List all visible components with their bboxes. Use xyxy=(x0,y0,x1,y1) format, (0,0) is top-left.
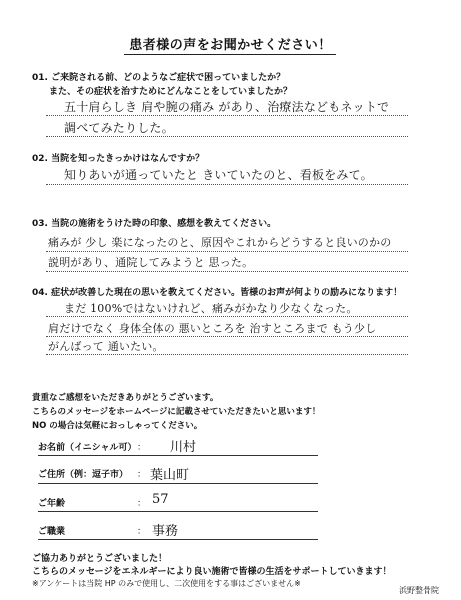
question-2 xyxy=(32,151,204,164)
question-4 xyxy=(32,285,402,298)
question-1-line-2: また、その症状を治すためにどんなことをしていましたか？ xyxy=(49,87,293,97)
answer-rule xyxy=(46,354,408,355)
question-1 xyxy=(32,70,285,83)
field-colon: ： xyxy=(137,470,147,480)
field-label-name: お名前（イニシャル可） xyxy=(38,443,137,453)
thanks-line-2: こちらのメッセージをエネルギーにより良い施術で皆様の生活をサポートしていきます！ xyxy=(32,567,392,577)
title-underline xyxy=(124,54,336,55)
question-number: 03. xyxy=(32,219,48,229)
field-label-address: ご住所（例：逗子市） xyxy=(38,470,129,480)
field-rule xyxy=(38,539,318,540)
answer-4-line-2: 肩だけでなく 身体全体の 悪いところを 治すところまで もう少し xyxy=(48,322,377,335)
question-text: 症状が改善した現在の思いを教えてください。皆様のお声が何よりの励みになります！ xyxy=(51,288,403,298)
question-text: 当院の施術をうけた時の印象、感想を教えてください。 xyxy=(51,219,277,229)
field-label-occupation: ご職業 xyxy=(38,527,66,537)
answer-3-line-2: 説明があり、通院してみようと 思った。 xyxy=(48,256,254,269)
answer-rule xyxy=(46,316,408,317)
closing-line-1: 貴重なご感想をいただきありがとうございます。 xyxy=(32,393,219,403)
field-colon: ： xyxy=(137,527,147,537)
answer-rule xyxy=(46,336,408,337)
field-value-address: 葉山町 xyxy=(150,468,190,483)
answer-1-line-1: 五十肩らしき 肩や腕の痛み があり、治療法などもネットで xyxy=(64,100,390,114)
answer-2-line-1: 知りあいが通っていたと きいていたのと、看板をみて。 xyxy=(64,168,373,182)
field-rule xyxy=(38,483,318,484)
closing-line-3: NO の場合は気軽におっしゃってください。 xyxy=(32,421,203,431)
field-value-occupation: 事務 xyxy=(152,524,179,539)
privacy-note: ※アンケートは当院 HP のみで使用し、二次使用をする事はございません※ xyxy=(32,579,301,588)
clinic-name: 浜野整骨院 xyxy=(399,586,439,595)
answer-rule xyxy=(46,184,408,185)
closing-line-2: こちらのメッセージをホームページに記載させていただきたいと思います！ xyxy=(32,407,321,417)
field-value-age: 57 xyxy=(152,492,169,507)
question-number: 02. xyxy=(32,154,48,164)
answer-4-line-1: まだ 100%ではないけれど、痛みがかなり少なくなった。 xyxy=(64,302,358,315)
question-number: 04. xyxy=(32,288,48,298)
question-text: 当院を知ったきっかけはなんですか？ xyxy=(51,154,205,164)
field-value-name: 川村 xyxy=(170,440,197,455)
answer-rule xyxy=(46,136,408,137)
answer-rule xyxy=(46,251,408,252)
field-label-age: ご年齢 xyxy=(38,499,66,509)
question-text: ご来院される前、どのようなご症状で困っていましたか？ xyxy=(51,73,286,83)
field-colon: ： xyxy=(137,499,147,509)
question-number: 01. xyxy=(32,73,48,83)
answer-1-line-2: 調べてみたりした。 xyxy=(64,121,174,135)
answer-4-line-3: がんばって 通いたい。 xyxy=(48,340,164,353)
page-title: 患者様の声をお聞かせください！ xyxy=(129,38,332,53)
thanks-line-1: ご協力ありがとうございました！ xyxy=(32,554,168,564)
answer-rule xyxy=(46,115,408,116)
field-rule xyxy=(38,455,318,456)
answer-3-line-1: 痛みが 少し 楽になったのと、原因やこれからどうすると良いのかの xyxy=(48,236,392,249)
answer-rule xyxy=(46,271,408,272)
field-rule xyxy=(38,511,318,512)
question-3 xyxy=(32,216,276,229)
field-colon: ： xyxy=(137,443,147,453)
